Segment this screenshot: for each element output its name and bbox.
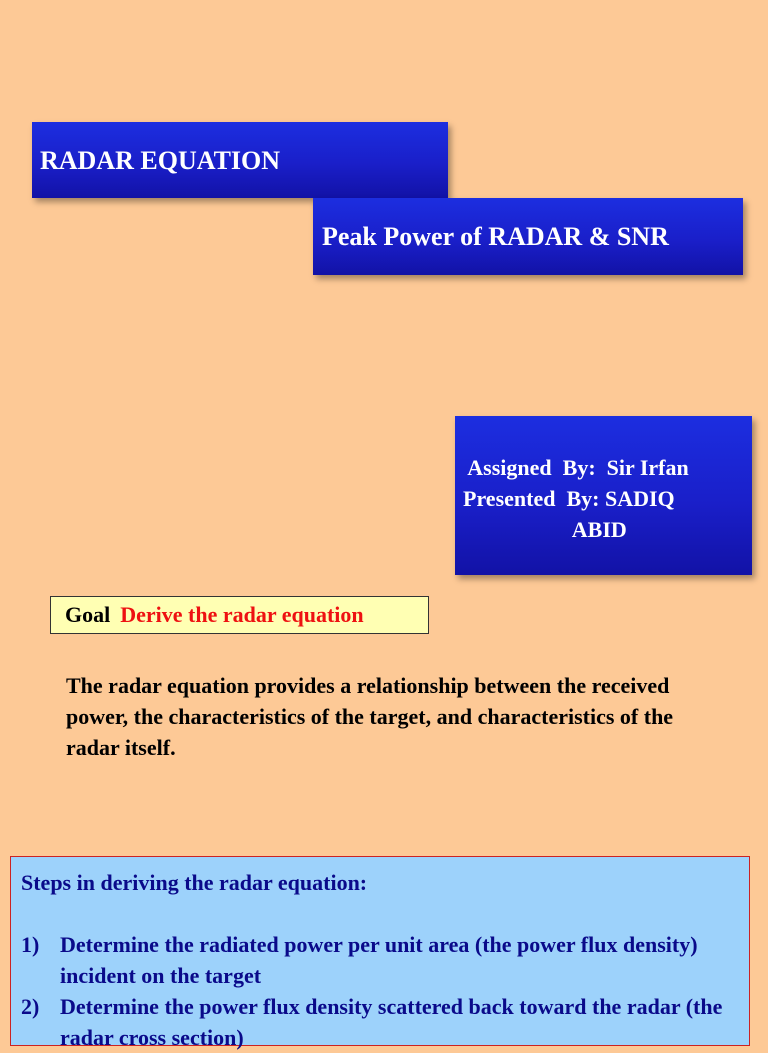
step-text: Determine the power flux density scattered back toward the radar (the radar cross section) bbox=[60, 994, 723, 1050]
title-box bbox=[32, 122, 448, 198]
goal-text: Derive the radar equation bbox=[120, 602, 364, 627]
step-text: Determine the radiated power per unit area (the power flux density) incident on the target bbox=[60, 932, 698, 988]
subtitle-box bbox=[313, 198, 743, 275]
step-number: 2) bbox=[21, 994, 40, 1019]
steps-heading: Steps in deriving the radar equation: bbox=[21, 870, 368, 895]
steps-box bbox=[10, 856, 750, 1050]
goal-box bbox=[50, 596, 429, 634]
presented-by-line-cont: ABID bbox=[463, 517, 627, 542]
presented-by-line: Presented By: SADIQ bbox=[463, 486, 675, 511]
slide-title: RADAR EQUATION bbox=[40, 146, 281, 175]
goal-label: Goal bbox=[65, 602, 111, 627]
step-item bbox=[21, 991, 749, 1053]
assigned-by-line: Assigned By: Sir Irfan bbox=[463, 455, 689, 480]
slide-subtitle: Peak Power of RADAR & SNR bbox=[322, 222, 669, 251]
intro-paragraph: The radar equation provides a relationship between the received power, the characteristics of the target, and characteristics of the radar itself. bbox=[66, 673, 674, 760]
step-item bbox=[21, 929, 749, 991]
step-number: 1) bbox=[21, 932, 40, 957]
credits-box bbox=[455, 416, 752, 575]
